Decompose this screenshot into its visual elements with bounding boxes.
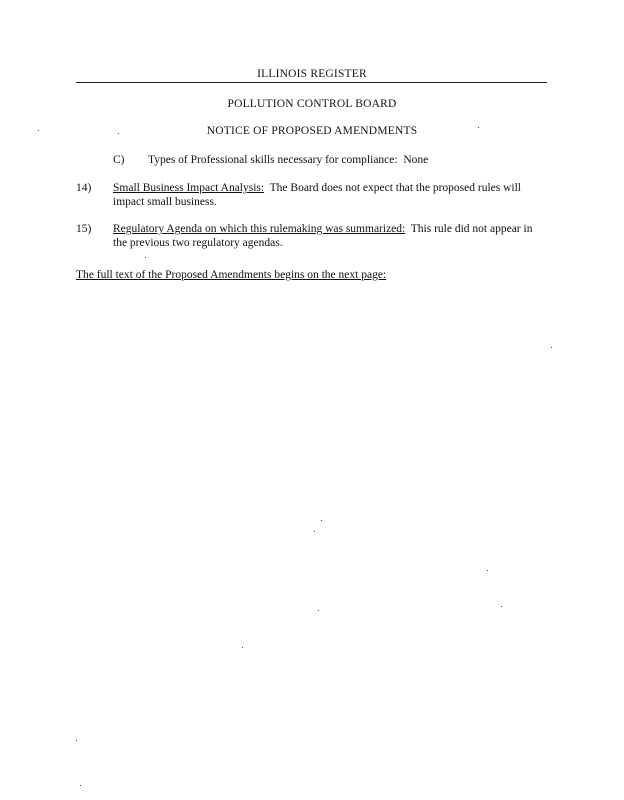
scan-speck	[38, 130, 39, 131]
scan-speck	[318, 610, 319, 611]
closing-statement: The full text of the Proposed Amendments begins on the next page:	[76, 269, 387, 281]
scan-speck	[501, 606, 502, 607]
scan-speck	[321, 520, 322, 521]
agency-name: POLLUTION CONTROL BOARD	[227, 98, 397, 110]
scan-speck	[118, 133, 119, 134]
header-divider	[76, 82, 547, 83]
item-c-letter: C)	[113, 154, 125, 166]
item-15-text	[113, 222, 547, 250]
item-14-text	[113, 181, 547, 209]
scan-speck	[242, 647, 243, 648]
item-14-body: The Board does not expect that the proposed rules will impact small business.	[113, 182, 521, 208]
item-c-text	[148, 153, 428, 167]
item-c-label: Types of Professional skills necessary for compliance:	[148, 154, 398, 166]
item-15-body: This rule did not appear in the previous two regulatory agendas.	[113, 223, 533, 249]
scan-speck	[76, 740, 77, 741]
notice-title: NOTICE OF PROPOSED AMENDMENTS	[206, 125, 418, 137]
register-title: ILLINOIS REGISTER	[257, 68, 367, 80]
scan-speck	[145, 257, 146, 258]
item-c-value: None	[403, 154, 429, 166]
scan-speck	[551, 347, 552, 348]
item-15-number: 15)	[76, 223, 92, 235]
scan-speck	[487, 570, 488, 571]
scan-speck	[478, 127, 479, 128]
item-14-number: 14)	[76, 182, 92, 194]
item-15-label: Regulatory Agenda on which this rulemaking was summarized:	[113, 223, 406, 235]
item-14-label: Small Business Impact Analysis:	[113, 182, 265, 194]
scan-speck	[314, 531, 315, 532]
scan-speck	[80, 785, 81, 786]
